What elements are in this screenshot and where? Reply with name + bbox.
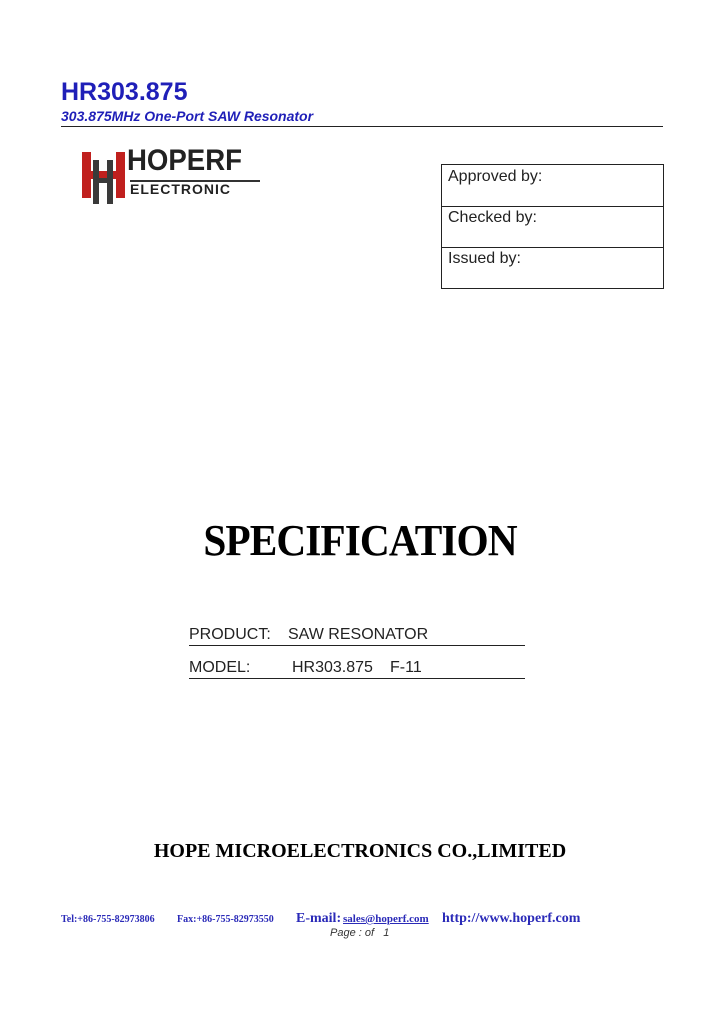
- footer-email-link[interactable]: sales@hoperf.com: [343, 913, 429, 925]
- checked-by-label: Checked by:: [448, 209, 537, 226]
- product-label: PRODUCT:: [189, 626, 271, 643]
- footer-email-label: E-mail:: [296, 911, 342, 926]
- footer-fax: Fax:+86-755-82973550: [177, 914, 274, 925]
- logo-subtitle: ELECTRONIC: [130, 181, 231, 197]
- approval-table: [441, 164, 664, 289]
- product-value: SAW RESONATOR: [288, 626, 429, 643]
- model-value: HR303.875: [292, 659, 373, 676]
- approval-divider: [442, 206, 663, 207]
- approved-by-label: Approved by:: [448, 168, 543, 185]
- part-subtitle: 303.875MHz One-Port SAW Resonator: [61, 108, 314, 124]
- page-number: [330, 927, 389, 939]
- model-rule: [189, 678, 525, 679]
- specification-heading: SPECIFICATION: [203, 516, 517, 565]
- company-name: HOPE MICROELECTRONICS CO.,LIMITED: [153, 840, 567, 862]
- model-code: F-11: [390, 659, 422, 676]
- part-number-title: HR303.875: [61, 78, 188, 106]
- model-label: MODEL:: [189, 659, 251, 676]
- logo-wordmark: HOPERF: [127, 144, 243, 177]
- page-number-total: 1: [383, 927, 390, 939]
- product-rule: [189, 645, 525, 646]
- header-divider: [61, 126, 663, 127]
- page-number-text: Page : of: [330, 927, 375, 939]
- footer-website-link[interactable]: http://www.hoperf.com: [442, 911, 581, 926]
- footer-tel: Tel:+86-755-82973806: [61, 914, 155, 925]
- approval-divider: [442, 247, 663, 248]
- issued-by-label: Issued by:: [448, 250, 521, 267]
